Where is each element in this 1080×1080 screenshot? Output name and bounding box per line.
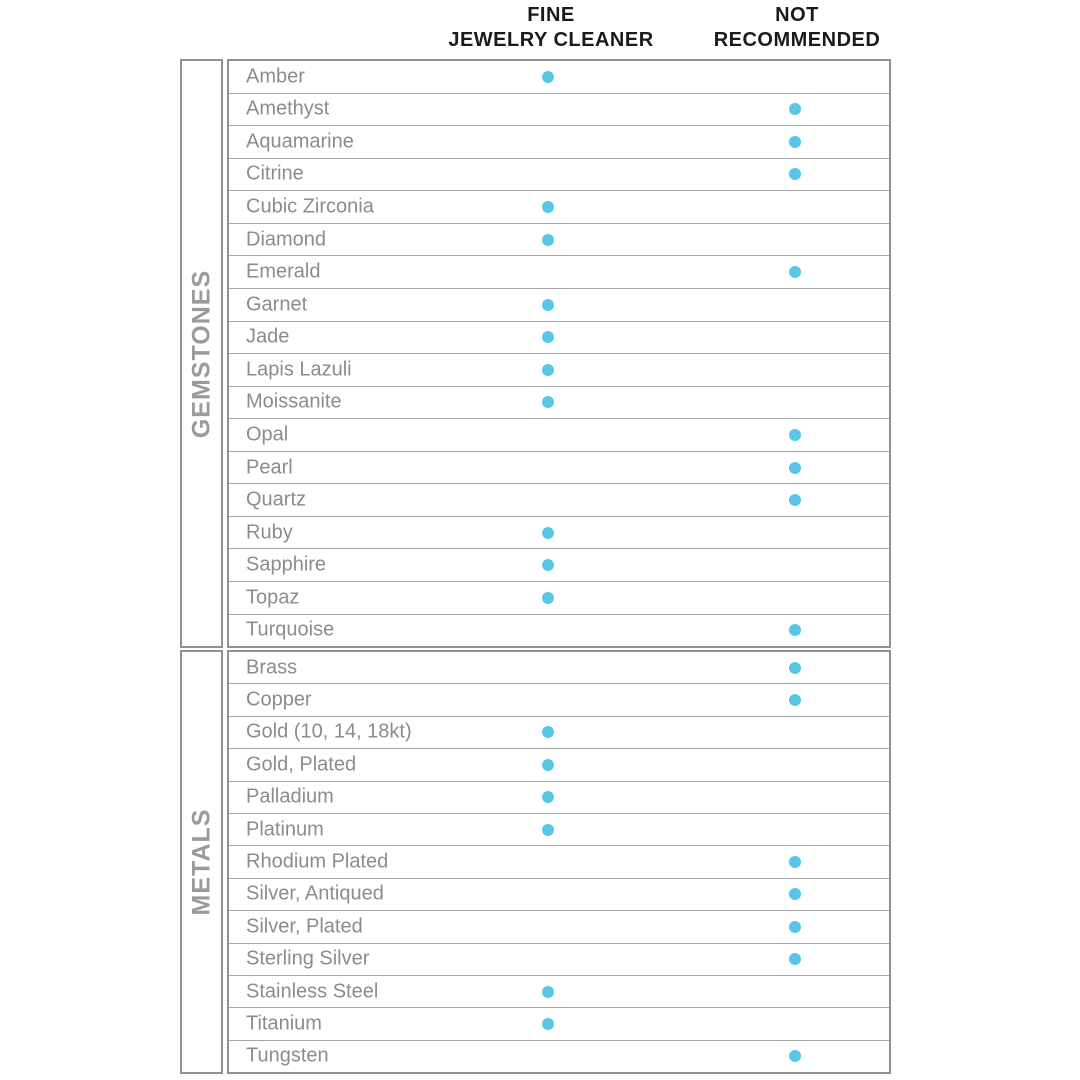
row-item-label: Emerald bbox=[246, 260, 321, 283]
table-row bbox=[229, 1008, 889, 1040]
dot-fine-jewelry-cleaner bbox=[542, 559, 554, 571]
row-item-label: Garnet bbox=[246, 293, 308, 316]
dot-not-recommended bbox=[789, 694, 801, 706]
section-label: METALS bbox=[187, 808, 215, 916]
table-row bbox=[229, 749, 889, 781]
table-row bbox=[229, 94, 889, 127]
table-row bbox=[229, 517, 889, 550]
dot-not-recommended bbox=[789, 888, 801, 900]
table-row bbox=[229, 387, 889, 420]
table-row bbox=[229, 684, 889, 716]
row-item-label: Ruby bbox=[246, 521, 293, 544]
row-item-label: Brass bbox=[246, 656, 298, 679]
dot-fine-jewelry-cleaner bbox=[542, 331, 554, 343]
table-row bbox=[229, 911, 889, 943]
dot-fine-jewelry-cleaner bbox=[542, 824, 554, 836]
row-item-label: Sterling Silver bbox=[246, 947, 370, 970]
dot-fine-jewelry-cleaner bbox=[542, 364, 554, 376]
dot-fine-jewelry-cleaner bbox=[542, 791, 554, 803]
row-item-label: Jade bbox=[246, 325, 290, 348]
table-row bbox=[229, 452, 889, 485]
dot-not-recommended bbox=[789, 494, 801, 506]
table-row bbox=[229, 61, 889, 94]
dot-not-recommended bbox=[789, 429, 801, 441]
column-header-not-recommended bbox=[647, 3, 947, 53]
row-item-label: Quartz bbox=[246, 488, 307, 511]
table-row bbox=[229, 419, 889, 452]
dot-not-recommended bbox=[789, 856, 801, 868]
section-rows-box bbox=[227, 59, 891, 648]
row-item-label: Silver, Plated bbox=[246, 915, 363, 938]
dot-fine-jewelry-cleaner bbox=[542, 71, 554, 83]
dot-fine-jewelry-cleaner bbox=[542, 726, 554, 738]
table-row bbox=[229, 814, 889, 846]
row-item-label: Sapphire bbox=[246, 553, 327, 576]
dot-fine-jewelry-cleaner bbox=[542, 759, 554, 771]
dot-not-recommended bbox=[789, 462, 801, 474]
table-row bbox=[229, 1041, 889, 1072]
row-item-label: Turquoise bbox=[246, 618, 335, 641]
dot-fine-jewelry-cleaner bbox=[542, 986, 554, 998]
row-item-label: Silver, Antiqued bbox=[246, 882, 384, 905]
row-item-label: Pearl bbox=[246, 456, 293, 479]
row-item-label: Copper bbox=[246, 688, 312, 711]
table-row bbox=[229, 879, 889, 911]
row-item-label: Tungsten bbox=[246, 1044, 329, 1067]
table-row bbox=[229, 159, 889, 192]
dot-not-recommended bbox=[789, 624, 801, 636]
column-header-line: RECOMMENDED bbox=[713, 29, 881, 51]
row-item-label: Rhodium Plated bbox=[246, 850, 389, 873]
table-row bbox=[229, 322, 889, 355]
column-header-line: FINE bbox=[527, 4, 575, 26]
table-row bbox=[229, 717, 889, 749]
table-row bbox=[229, 944, 889, 976]
table-row bbox=[229, 615, 889, 647]
row-item-label: Titanium bbox=[246, 1012, 322, 1035]
dot-not-recommended bbox=[789, 1050, 801, 1062]
dot-not-recommended bbox=[789, 136, 801, 148]
dot-fine-jewelry-cleaner bbox=[542, 396, 554, 408]
table-row bbox=[229, 289, 889, 322]
row-item-label: Gold, Plated bbox=[246, 753, 357, 776]
dot-fine-jewelry-cleaner bbox=[542, 201, 554, 213]
table-row bbox=[229, 652, 889, 684]
dot-not-recommended bbox=[789, 168, 801, 180]
row-item-label: Moissanite bbox=[246, 390, 342, 413]
row-item-label: Opal bbox=[246, 423, 289, 446]
table-row bbox=[229, 549, 889, 582]
row-item-label: Aquamarine bbox=[246, 130, 354, 153]
dot-fine-jewelry-cleaner bbox=[542, 1018, 554, 1030]
table-row bbox=[229, 484, 889, 517]
dot-not-recommended bbox=[789, 953, 801, 965]
row-item-label: Topaz bbox=[246, 586, 300, 609]
dot-not-recommended bbox=[789, 266, 801, 278]
row-item-label: Amber bbox=[246, 65, 305, 88]
dot-fine-jewelry-cleaner bbox=[542, 527, 554, 539]
section-gemstones bbox=[180, 59, 891, 648]
row-item-label: Stainless Steel bbox=[246, 980, 379, 1003]
row-item-label: Lapis Lazuli bbox=[246, 358, 352, 381]
row-item-label: Gold (10, 14, 18kt) bbox=[246, 720, 412, 743]
dot-fine-jewelry-cleaner bbox=[542, 234, 554, 246]
row-item-label: Cubic Zirconia bbox=[246, 195, 374, 218]
table-row bbox=[229, 354, 889, 387]
section-metals bbox=[180, 650, 891, 1074]
table-row bbox=[229, 976, 889, 1008]
table-row bbox=[229, 256, 889, 289]
column-header-line: NOT bbox=[775, 4, 819, 26]
row-item-label: Citrine bbox=[246, 162, 304, 185]
dot-fine-jewelry-cleaner bbox=[542, 592, 554, 604]
row-item-label: Palladium bbox=[246, 785, 334, 808]
dot-not-recommended bbox=[789, 921, 801, 933]
table-row bbox=[229, 782, 889, 814]
dot-not-recommended bbox=[789, 103, 801, 115]
row-item-label: Diamond bbox=[246, 228, 327, 251]
table-row bbox=[229, 126, 889, 159]
section-rows-box bbox=[227, 650, 891, 1074]
row-item-label: Platinum bbox=[246, 818, 324, 841]
table-row bbox=[229, 582, 889, 615]
table-row bbox=[229, 846, 889, 878]
section-label: GEMSTONES bbox=[187, 269, 215, 438]
section-label-box bbox=[180, 59, 223, 648]
table-row bbox=[229, 224, 889, 257]
section-label-box bbox=[180, 650, 223, 1074]
dot-fine-jewelry-cleaner bbox=[542, 299, 554, 311]
dot-not-recommended bbox=[789, 662, 801, 674]
table-row bbox=[229, 191, 889, 224]
column-header-line: JEWELRY CLEANER bbox=[448, 29, 654, 51]
row-item-label: Amethyst bbox=[246, 97, 330, 120]
